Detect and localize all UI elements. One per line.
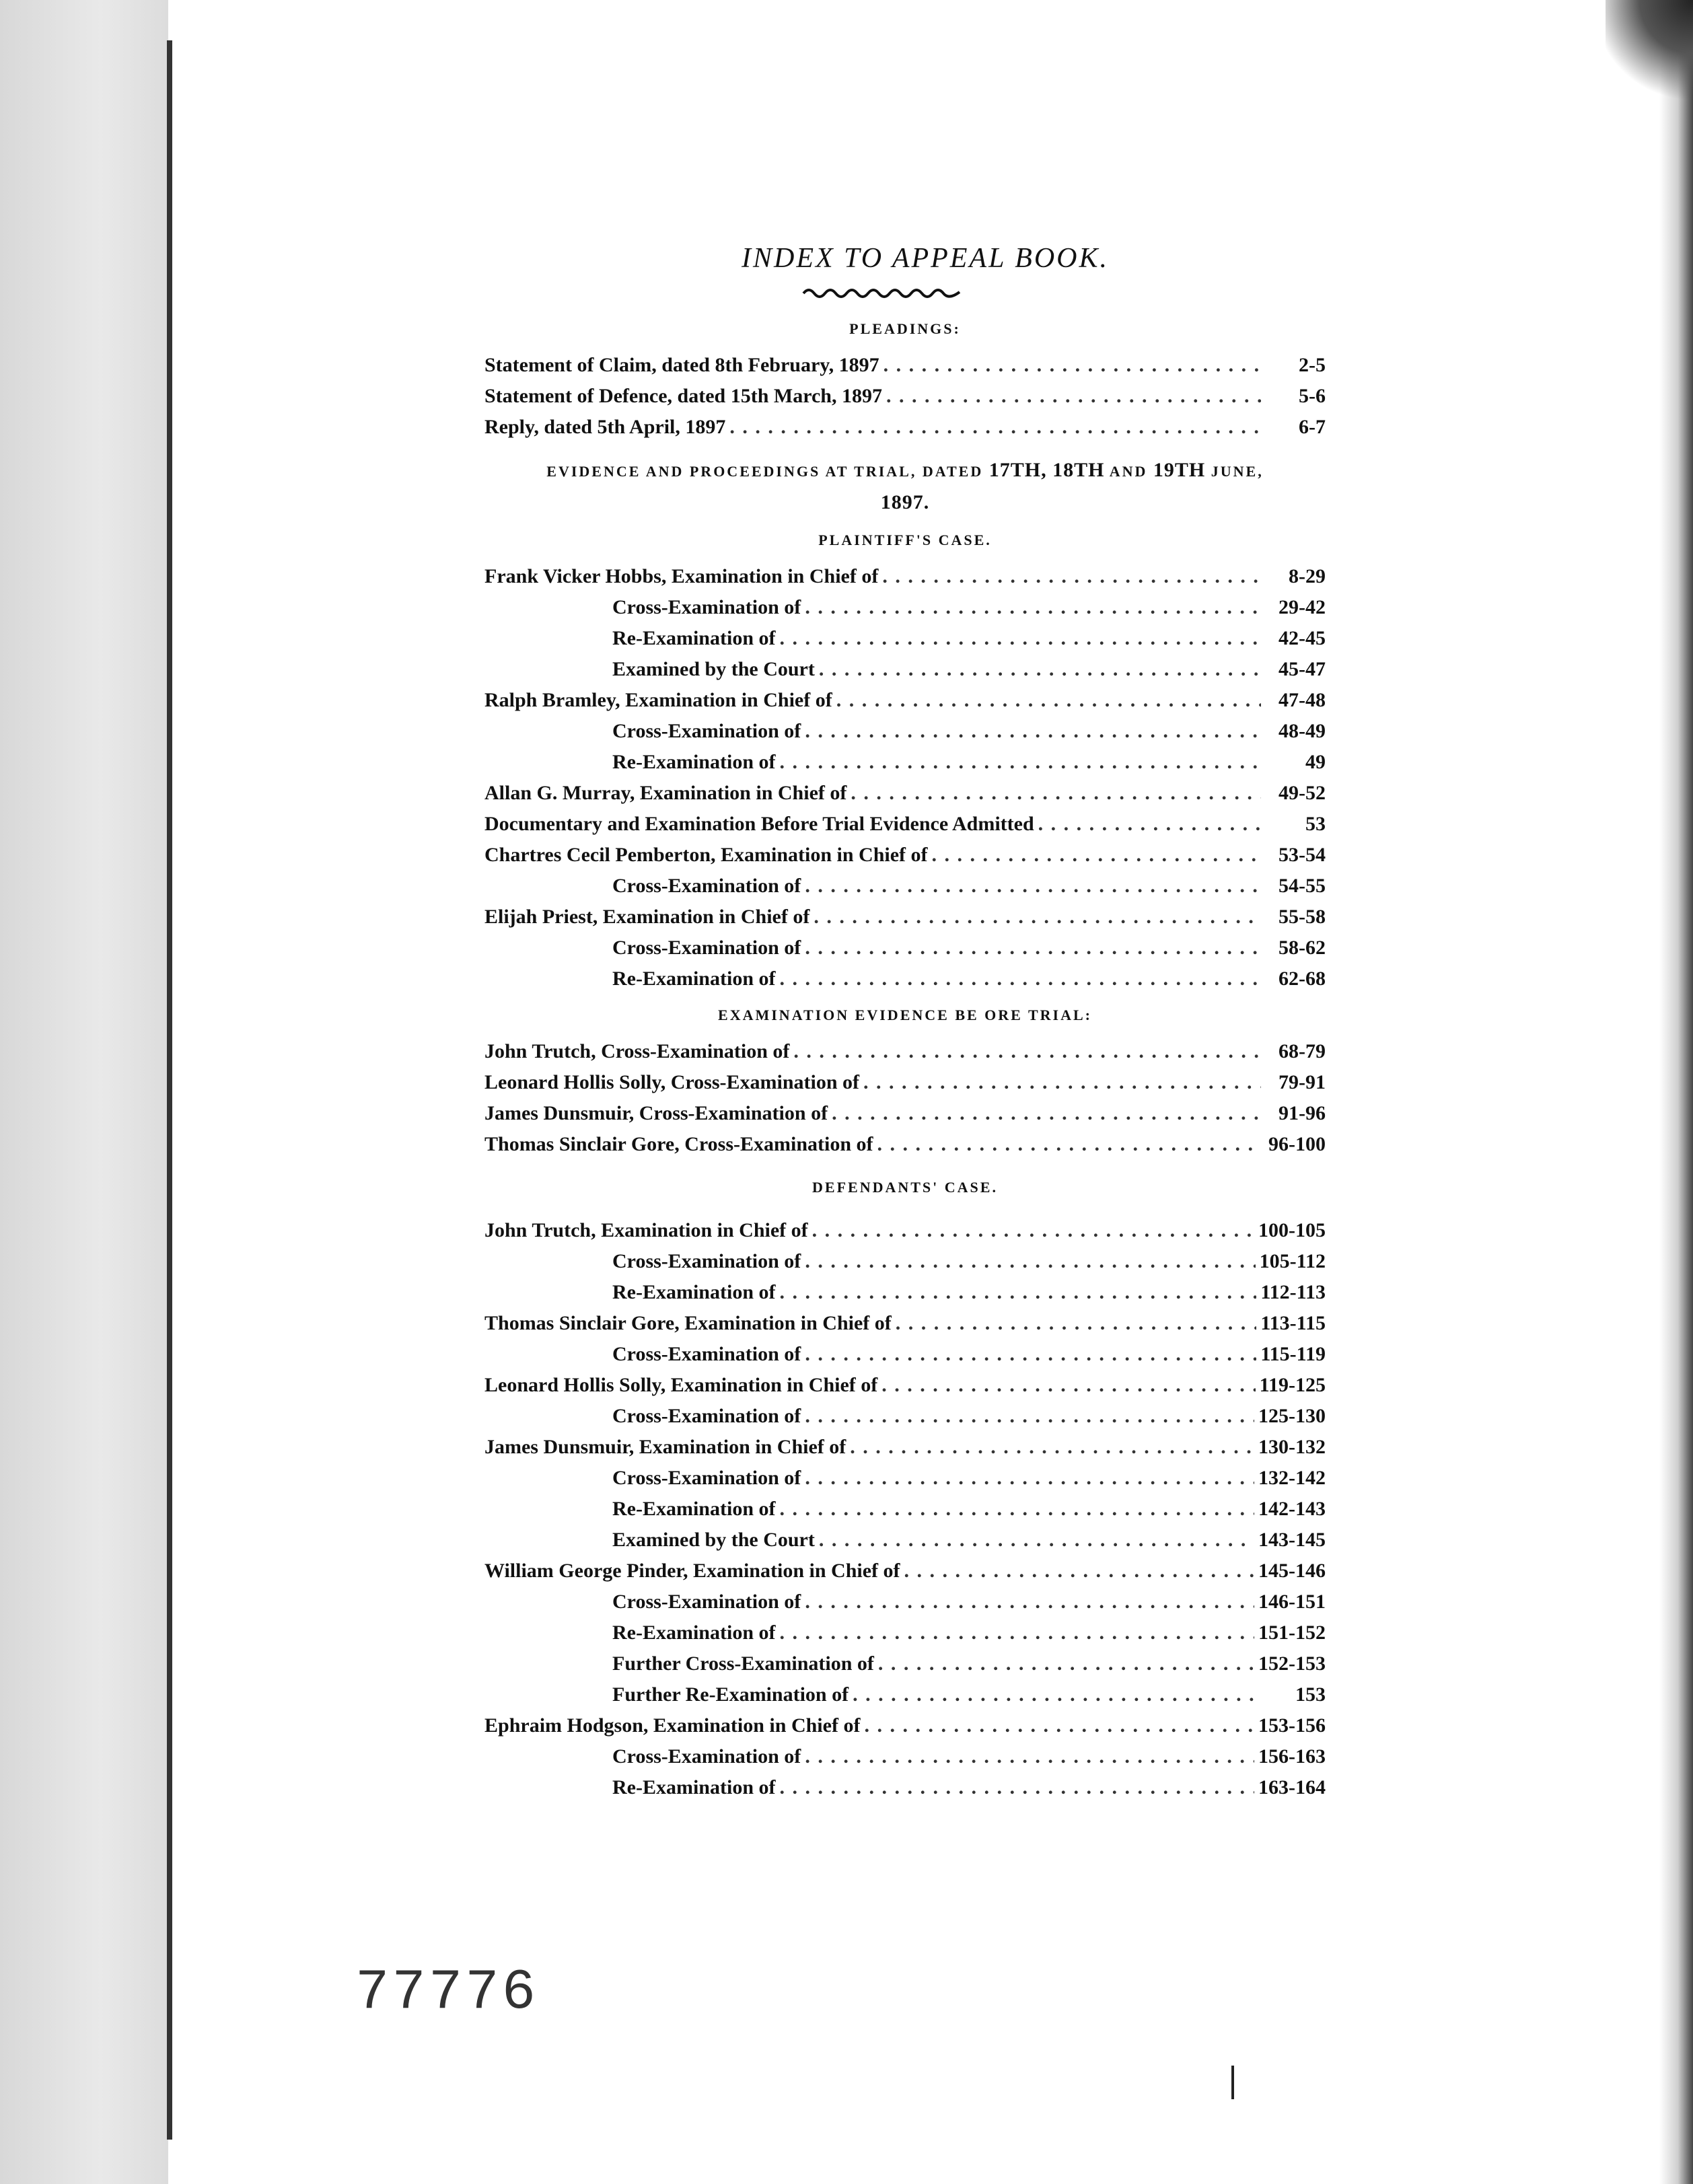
index-entry (484, 1494, 1326, 1525)
index-entry-pages: 47-48 (1278, 689, 1326, 711)
index-entry-label: Cross-Examination of (612, 1343, 801, 1365)
index-entry-pages: 58-62 (1278, 937, 1326, 959)
index-entry-pages: 49-52 (1278, 782, 1326, 804)
dot-leader (729, 412, 1261, 443)
index-entry-label: Re-Examination of (612, 1498, 776, 1520)
index-entry-label: Thomas Sinclair Gore, Cross-Examination of (484, 1133, 873, 1155)
index-entry (484, 623, 1326, 654)
index-entry-pages: 115-119 (1260, 1343, 1326, 1365)
index-entry-pages: 96-100 (1268, 1133, 1326, 1155)
index-entry-pages: 42-45 (1278, 627, 1326, 649)
index-entry-label: William George Pinder, Examination in Chief of (484, 1560, 900, 1582)
index-entry-label: John Trutch, Cross-Examination of (484, 1040, 790, 1062)
index-entry (484, 1067, 1326, 1098)
index-entry-label: Ephraim Hodgson, Examination in Chief of (484, 1714, 861, 1737)
index-entry (484, 1710, 1326, 1741)
index-entry-label: James Dunsmuir, Cross-Examination of (484, 1102, 828, 1124)
index-entry-pages: 145-146 (1258, 1560, 1326, 1582)
dot-leader (864, 1710, 1254, 1741)
dot-leader (878, 1648, 1254, 1679)
dot-leader (805, 1463, 1254, 1494)
index-entry (484, 1617, 1326, 1648)
dot-leader (780, 1772, 1255, 1803)
dot-leader (877, 1129, 1261, 1160)
index-entry-pages: 29-42 (1278, 596, 1326, 618)
index-entry-label: James Dunsmuir, Examination in Chief of (484, 1436, 846, 1458)
dot-leader (819, 1525, 1254, 1556)
index-entry-label: Statement of Defence, dated 15th March, 1897 (484, 385, 882, 407)
index-entry-label: Cross-Examination of (612, 937, 801, 959)
margin-pencil-mark (1231, 2066, 1234, 2099)
dot-leader (780, 963, 1262, 994)
plaintiffs-case-list (484, 561, 1326, 994)
index-entry (484, 654, 1326, 685)
index-entry-label: Statement of Claim, dated 8th February, 1897 (484, 354, 879, 376)
index-entry-label: Cross-Examination of (612, 720, 801, 742)
index-entry-label: Leonard Hollis Solly, Cross-Examination of (484, 1071, 860, 1093)
index-entry-label: Further Re-Examination of (612, 1683, 849, 1706)
pleadings-list (484, 350, 1326, 443)
index-entry-pages: 53 (1305, 813, 1326, 835)
index-entry-pages: 142-143 (1258, 1498, 1326, 1520)
index-entry-label: John Trutch, Examination in Chief of (484, 1219, 808, 1241)
page-right-edge (1659, 0, 1693, 2184)
catalog-stamp-number: 77776 (355, 1961, 539, 2025)
index-entry (484, 1556, 1326, 1587)
index-entry-label: Further Cross-Examination of (612, 1652, 874, 1675)
index-entry-pages: 55-58 (1278, 906, 1326, 928)
index-entry (484, 350, 1326, 381)
dot-leader (805, 871, 1261, 902)
title-swash-ornament (801, 284, 962, 301)
index-entry (484, 1525, 1326, 1556)
index-entry (484, 1648, 1326, 1679)
index-entry (484, 1432, 1326, 1463)
index-entry-pages: 146-151 (1258, 1591, 1326, 1613)
index-entry-pages: 5-6 (1299, 385, 1326, 407)
dot-leader (805, 933, 1261, 963)
dot-leader (932, 840, 1261, 871)
index-entry-pages: 153-156 (1258, 1714, 1326, 1737)
evidence-heading-and: AND (1109, 463, 1148, 480)
index-entry-pages: 143-145 (1258, 1529, 1326, 1551)
index-entry (484, 592, 1326, 623)
dot-leader (851, 778, 1261, 809)
index-entry (484, 933, 1326, 963)
binding-margin (0, 0, 168, 2184)
dot-leader (805, 592, 1261, 623)
evidence-heading-text: EVIDENCE AND PROCEEDINGS AT TRIAL, DATED (546, 463, 984, 480)
index-entry (484, 1308, 1326, 1339)
dot-leader (832, 1098, 1261, 1129)
index-entry-pages: 91-96 (1278, 1102, 1326, 1124)
dot-leader (812, 1215, 1254, 1246)
index-entry-label: Re-Examination of (612, 627, 776, 649)
index-entry-label: Cross-Examination of (612, 1745, 801, 1768)
index-entry-pages: 152-153 (1258, 1652, 1326, 1675)
index-entry-label: Re-Examination of (612, 968, 776, 990)
index-entry-label: Re-Examination of (612, 1281, 776, 1303)
dot-leader (896, 1308, 1257, 1339)
index-entry-label: Re-Examination of (612, 751, 776, 773)
defendants-case-list (484, 1215, 1326, 1803)
index-entry-pages: 119-125 (1259, 1374, 1326, 1396)
index-entry-pages: 68-79 (1278, 1040, 1326, 1062)
dot-leader (853, 1679, 1261, 1710)
dot-leader (884, 350, 1261, 381)
page-title: INDEX TO APPEAL BOOK. (741, 243, 1110, 274)
dot-leader (836, 685, 1261, 716)
index-entry-pages: 153 (1295, 1683, 1326, 1706)
dot-leader (805, 716, 1261, 747)
index-entry (484, 412, 1326, 443)
index-entry-label: Cross-Examination of (612, 1405, 801, 1427)
index-entry-label: Leonard Hollis Solly, Examination in Chief of (484, 1374, 878, 1396)
index-entry (484, 1772, 1326, 1803)
index-entry (484, 1741, 1326, 1772)
index-entry-label: Allan G. Murray, Examination in Chief of (484, 782, 847, 804)
index-entry (484, 809, 1326, 840)
section-heading-defendants-case: DEFENDANTS' CASE. (812, 1179, 998, 1196)
index-entry (484, 1339, 1326, 1370)
section-heading-examination-before-trial: EXAMINATION EVIDENCE BE ORE TRIAL: (718, 1007, 1092, 1023)
index-entry (484, 1129, 1326, 1160)
index-entry-label: Examined by the Court (612, 1529, 815, 1551)
index-entry-pages: 6-7 (1299, 416, 1326, 438)
index-entry-pages: 125-130 (1258, 1405, 1326, 1427)
evidence-heading-date-last: 19TH (1153, 459, 1206, 481)
index-entry-pages: 113-115 (1260, 1312, 1326, 1334)
section-heading-pleadings: PLEADINGS: (849, 320, 961, 337)
dot-leader (863, 1067, 1261, 1098)
dot-leader (780, 1617, 1255, 1648)
index-entry-label: Ralph Bramley, Examination in Chief of (484, 689, 832, 711)
index-content (484, 242, 1326, 1803)
index-entry (484, 1215, 1326, 1246)
dot-leader (780, 1494, 1255, 1525)
index-entry (484, 963, 1326, 994)
binding-edge-line (167, 40, 172, 2140)
index-entry-pages: 112-113 (1260, 1281, 1326, 1303)
index-entry (484, 716, 1326, 747)
dot-leader (805, 1246, 1255, 1277)
dot-leader (850, 1432, 1254, 1463)
evidence-heading-month: JUNE, (1211, 463, 1264, 480)
dot-leader (819, 654, 1261, 685)
dot-leader (805, 1401, 1254, 1432)
index-entry-pages: 62-68 (1278, 968, 1326, 990)
dot-leader (882, 561, 1261, 592)
index-entry-label: Thomas Sinclair Gore, Examination in Chief of (484, 1312, 892, 1334)
index-entry (484, 1463, 1326, 1494)
index-entry (484, 1098, 1326, 1129)
index-entry-pages: 53-54 (1278, 844, 1326, 866)
index-entry-pages: 163-164 (1258, 1776, 1326, 1798)
index-entry-pages: 156-163 (1258, 1745, 1326, 1768)
index-entry-pages: 79-91 (1278, 1071, 1326, 1093)
index-entry (484, 778, 1326, 809)
index-entry-pages: 105-112 (1259, 1250, 1326, 1272)
index-entry-label: Examined by the Court (612, 658, 815, 680)
examination-before-trial-list (484, 1036, 1326, 1160)
index-entry-pages: 2-5 (1299, 354, 1326, 376)
index-entry-pages: 8-29 (1289, 565, 1326, 587)
index-entry-label: Re-Examination of (612, 1776, 776, 1798)
index-entry-pages: 151-152 (1258, 1622, 1326, 1644)
index-entry-label: Cross-Examination of (612, 596, 801, 618)
index-entry (484, 871, 1326, 902)
index-entry-label: Re-Examination of (612, 1622, 776, 1644)
dot-leader (814, 902, 1261, 933)
dot-leader (881, 1370, 1255, 1401)
dot-leader (780, 623, 1262, 654)
index-entry (484, 1401, 1326, 1432)
index-entry (484, 1679, 1326, 1710)
index-entry-pages: 132-142 (1258, 1467, 1326, 1489)
index-entry-label: Elijah Priest, Examination in Chief of (484, 906, 810, 928)
dot-leader (805, 1741, 1254, 1772)
dot-leader (805, 1339, 1256, 1370)
dot-leader (780, 1277, 1257, 1308)
index-entry-label: Cross-Examination of (612, 1467, 801, 1489)
index-entry-pages: 48-49 (1278, 720, 1326, 742)
evidence-heading-dates: 17TH, 18TH (988, 459, 1105, 481)
dot-leader (793, 1036, 1261, 1067)
index-entry-pages: 49 (1305, 751, 1326, 773)
evidence-heading-year: 1897. (880, 491, 930, 513)
page-corner-shadow (1606, 0, 1693, 101)
index-entry-label: Cross-Examination of (612, 875, 801, 897)
index-entry-label: Cross-Examination of (612, 1250, 801, 1272)
index-entry-pages: 100-105 (1258, 1219, 1326, 1241)
index-entry-pages: 45-47 (1278, 658, 1326, 680)
index-entry (484, 381, 1326, 412)
index-entry-pages: 54-55 (1278, 875, 1326, 897)
dot-leader (886, 381, 1261, 412)
index-entry (484, 747, 1326, 778)
index-entry-pages: 130-132 (1258, 1436, 1326, 1458)
index-entry-label: Documentary and Examination Before Trial Evidence Admitted (484, 813, 1034, 835)
index-entry (484, 840, 1326, 871)
section-heading-plaintiffs-case: PLAINTIFF'S CASE. (818, 532, 992, 548)
index-entry (484, 1277, 1326, 1308)
dot-leader (1038, 809, 1261, 840)
dot-leader (904, 1556, 1254, 1587)
dot-leader (805, 1587, 1254, 1617)
dot-leader (780, 747, 1262, 778)
index-entry-label: Reply, dated 5th April, 1897 (484, 416, 726, 438)
index-entry-label: Chartres Cecil Pemberton, Examination in Chief of (484, 844, 928, 866)
index-entry-label: Cross-Examination of (612, 1591, 801, 1613)
index-entry (484, 1587, 1326, 1617)
index-entry (484, 1036, 1326, 1067)
index-entry-label: Frank Vicker Hobbs, Examination in Chief of (484, 565, 879, 587)
index-entry (484, 902, 1326, 933)
index-entry (484, 685, 1326, 716)
index-entry (484, 1370, 1326, 1401)
index-entry (484, 1246, 1326, 1277)
index-entry (484, 561, 1326, 592)
evidence-heading (480, 455, 1330, 519)
